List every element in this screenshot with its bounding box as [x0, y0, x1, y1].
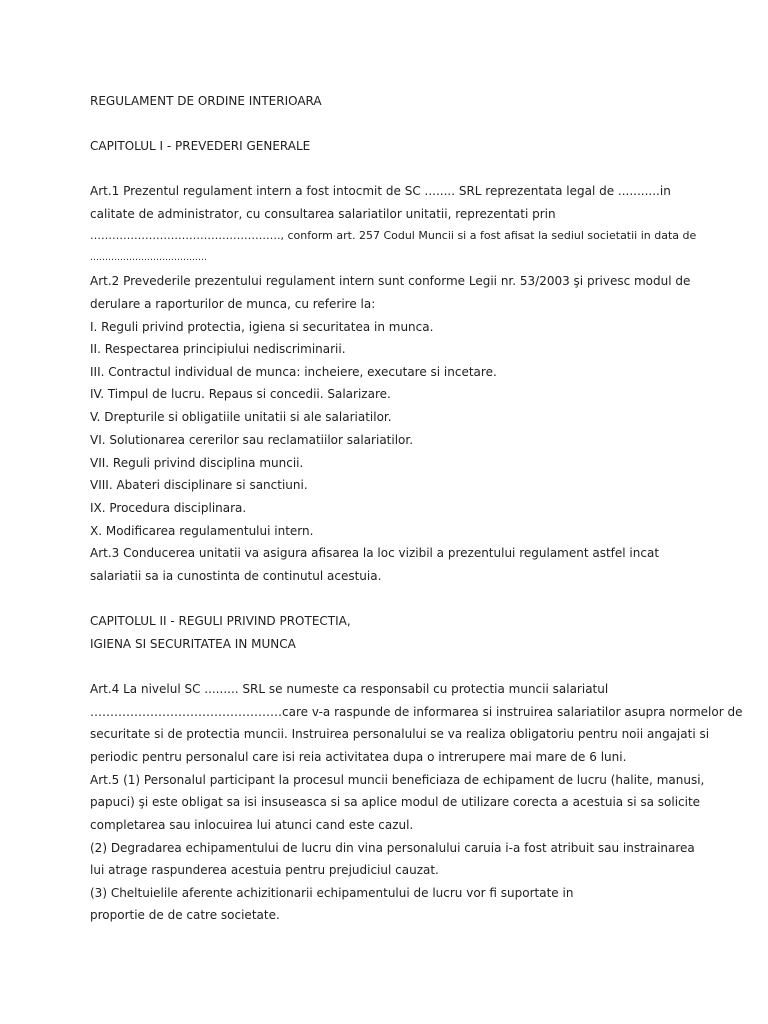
- text-line: periodic pentru personalul care isi reia activitatea dupa o intrerupere mai mare de 6 luni.: [90, 750, 627, 764]
- text-line: derulare a raporturilor de munca, cu referire la:: [90, 297, 376, 311]
- document-title: REGULAMENT DE ORDINE INTERIOARA: [90, 94, 322, 108]
- text-line: Art.5 (1) Personalul participant la procesul muncii beneficiaza de echipament de lucru (halite, manusi,: [90, 773, 705, 787]
- list-item: VII. Reguli privind disciplina muncii.: [90, 456, 304, 470]
- chapter-2-heading: IGIENA SI SECURITATEA IN MUNCA: [90, 637, 296, 651]
- list-item: IV. Timpul de lucru. Repaus si concedii. Salarizare.: [90, 387, 391, 401]
- text-line: …………………………………: [90, 253, 207, 263]
- list-item: VI. Solutionarea cererilor sau reclamatiilor salariatilor.: [90, 433, 414, 447]
- list-item: I. Reguli privind protectia, igiena si securitatea in munca.: [90, 320, 434, 334]
- text-line: proportie de de catre societate.: [90, 908, 280, 922]
- text-line: ……………………………………………., conform art. 257 Codul Muncii si a fost afisat la sediul societatii in data de: [90, 229, 697, 242]
- text-line: completarea sau inlocuirea lui atunci cand este cazul.: [90, 818, 414, 832]
- text-line: securitate si de protectia muncii. Instruirea personalului se va realiza obligatoriu pentru noii angajati si: [90, 727, 710, 741]
- text-line: Art.2 Prevederile prezentului regulament intern sunt conforme Legii nr. 53/2003 şi privesc modul de: [90, 274, 691, 288]
- list-item: VIII. Abateri disciplinare si sanctiuni.: [90, 478, 308, 492]
- list-item: III. Contractul individual de munca: incheiere, executare si incetare.: [90, 365, 497, 379]
- text-line: (3) Cheltuielile aferente achizitionarii echipamentului de lucru vor fi suportate in: [90, 886, 574, 900]
- text-line: calitate de administrator, cu consultarea salariatilor unitatii, reprezentati prin: [90, 207, 556, 221]
- text-line: (2) Degradarea echipamentului de lucru din vina personalului caruia i-a fost atribuit sau instrainarea: [90, 841, 695, 855]
- list-item: II. Respectarea principiului nediscriminarii.: [90, 342, 346, 356]
- chapter-1-heading: CAPITOLUL I - PREVEDERI GENERALE: [90, 139, 311, 153]
- text-line: lui atrage raspunderea acestuia pentru prejudiciul cauzat.: [90, 863, 439, 877]
- chapter-2-heading: CAPITOLUL II - REGULI PRIVIND PROTECTIA,: [90, 614, 351, 628]
- list-item: X. Modificarea regulamentului intern.: [90, 524, 314, 538]
- text-line: …………………………………………care v-a raspunde de informarea si instruirea salariatilor asupra normelor de: [90, 705, 743, 719]
- text-line: Art.1 Prezentul regulament intern a fost intocmit de SC ........ SRL reprezentata legal de ...........in: [90, 184, 671, 198]
- text-line: Art.4 La nivelul SC ......... SRL se numeste ca responsabil cu protectia muncii salariatul: [90, 682, 609, 696]
- list-item: V. Drepturile si obligatiile unitatii si ale salariatilor.: [90, 410, 392, 424]
- list-item: IX. Procedura disciplinara.: [90, 501, 247, 515]
- text-line: papuci) şi este obligat sa isi insuseasca si sa aplice modul de utilizare corecta a acestuia si sa solicite: [90, 795, 701, 809]
- text-line: Art.3 Conducerea unitatii va asigura afisarea la loc vizibil a prezentului regulament astfel incat: [90, 546, 660, 560]
- text-line: salariatii sa ia cunostinta de continutul acestuia.: [90, 569, 382, 583]
